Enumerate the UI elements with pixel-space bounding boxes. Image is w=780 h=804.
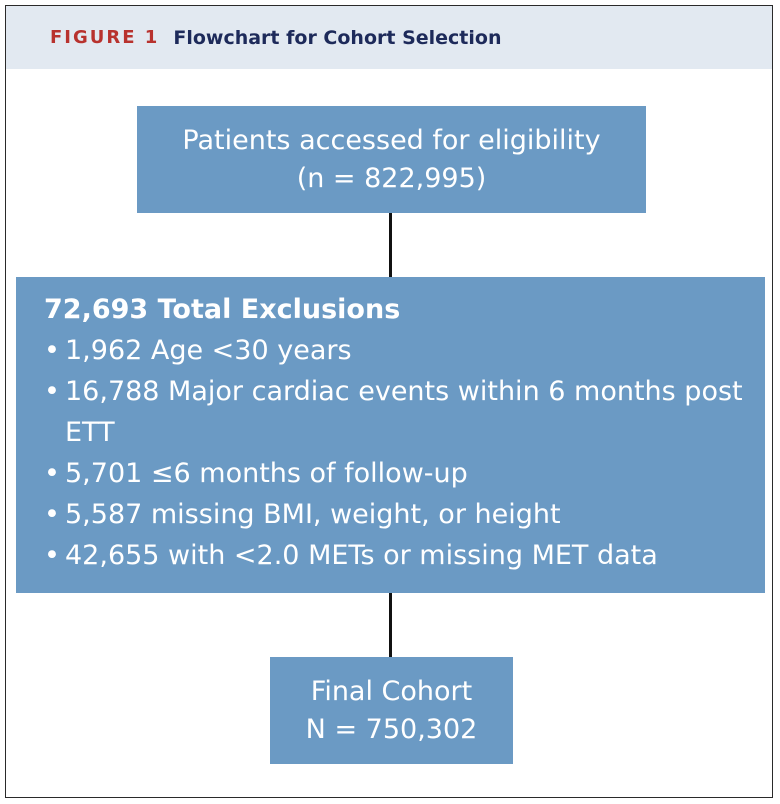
final-cohort-box (270, 657, 513, 764)
exclusion-item (44, 494, 743, 535)
exclusion-text: 5,587 missing BMI, weight, or height (65, 499, 561, 530)
figure-title: Flowchart for Cohort Selection (173, 26, 502, 49)
eligibility-count: (n = 822,995) (296, 162, 487, 194)
final-cohort-count: N = 750,302 (305, 713, 478, 745)
figure-header (6, 6, 772, 69)
exclusion-item (44, 453, 743, 494)
exclusion-text: 5,701 ≤6 months of follow-up (65, 458, 468, 489)
exclusion-text: 16,788 Major cardiac events within 6 months post ETT (65, 376, 743, 448)
exclusion-text: 42,655 with <2.0 METs or missing MET data (65, 540, 658, 571)
bullet-icon: • (44, 458, 60, 489)
figure-frame (5, 5, 773, 798)
bullet-icon: • (44, 540, 60, 571)
eligibility-box (137, 106, 646, 213)
exclusion-item (44, 535, 743, 576)
figure-label: FIGURE 1 (50, 27, 160, 48)
final-cohort-label: Final Cohort (310, 675, 473, 707)
connector-bottom (389, 593, 392, 657)
exclusion-item (44, 371, 743, 453)
exclusions-list (44, 330, 743, 576)
exclusion-item (44, 330, 743, 371)
exclusions-title: 72,693 Total Exclusions (44, 294, 401, 325)
bullet-icon: • (44, 499, 60, 530)
bullet-icon: • (44, 335, 60, 366)
connector-top (389, 213, 392, 277)
exclusion-text: 1,962 Age <30 years (65, 335, 352, 366)
exclusions-box (16, 277, 765, 593)
eligibility-label: Patients accessed for eligibility (182, 124, 601, 156)
bullet-icon: • (44, 376, 60, 407)
